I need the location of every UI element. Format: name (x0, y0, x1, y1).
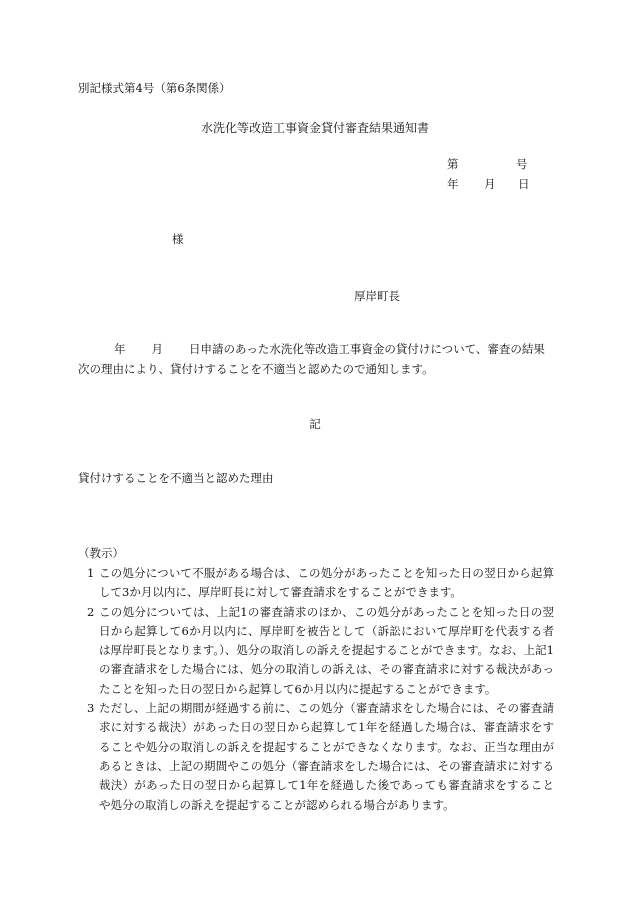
body-text: 日申請のあった水洗化等改造工事資金の貸付けについて、審査の結果次の理由により、貸付けすることを不適当と認めたので通知します。 (78, 342, 545, 376)
instruction-text: ただし、上記の期間が経過する前に、この処分（審査請求をした場合には、その審査請求に対する裁決）があった日の翌日から起算して1年を経過した場合は、審査請求をすることや処分の取消しの訴えを提起することができなくなります。なお、正当な理由があるときは、上記の期間やこの処分（審査請求をした場合には、その審査請求に対する裁決）があった日の翌日から起算して1年を経過した後であっても審査請求をすることや処分の取消しの訴えを提起することが認められる場合があります。 (99, 701, 554, 812)
instruction-number: 2 (87, 604, 95, 619)
instruction-item (78, 699, 554, 815)
body-month-label: 月 (151, 342, 163, 356)
notice-body (78, 339, 554, 379)
document-number-suffix: 号 (516, 157, 528, 171)
instruction-item (78, 603, 554, 699)
document-number-prefix: 第 (447, 157, 459, 171)
ki-heading: 記 (309, 417, 321, 431)
instruction-list (78, 564, 554, 815)
instruction-text: この処分について不服がある場合は、この処分があったことを知った日の翌日から起算して3か月以内に、厚岸町長に対して審査請求をすることができます。 (99, 566, 554, 600)
reason-label: 貸付けすることを不適当と認めた理由 (78, 471, 274, 485)
recipient-honorific: 様 (172, 232, 184, 246)
instruction-number: 1 (87, 566, 95, 580)
document-title: 水洗化等改造工事資金貸付審査結果通知書 (200, 121, 429, 135)
instruction-text: この処分については、上記1の審査請求のほか、この処分があったことを知った日の翌日から起算して6か月以内に、厚岸町を被告として（訴訟において厚岸町を代表する者は厚岸町長となります。）、処分の取消しの訴えを提起することができます。なお、上記1の審査請求をした場合には、処分の取消しの訴えは、その審査請求に対する裁決があったことを知った日の翌日から起算して6か月以内に提起することができます。 (99, 604, 554, 696)
date-month-label: 月 (484, 177, 496, 191)
instruction-heading: （教示） (78, 546, 124, 560)
date-year-label: 年 (447, 177, 459, 191)
instruction-number: 3 (87, 701, 95, 716)
issuer-name: 厚岸町長 (354, 289, 400, 303)
form-identifier: 別記様式第4号（第6条関係） (78, 81, 231, 95)
body-year-label: 年 (114, 342, 126, 356)
date-day-label: 日 (518, 177, 530, 191)
instruction-item (78, 564, 554, 603)
